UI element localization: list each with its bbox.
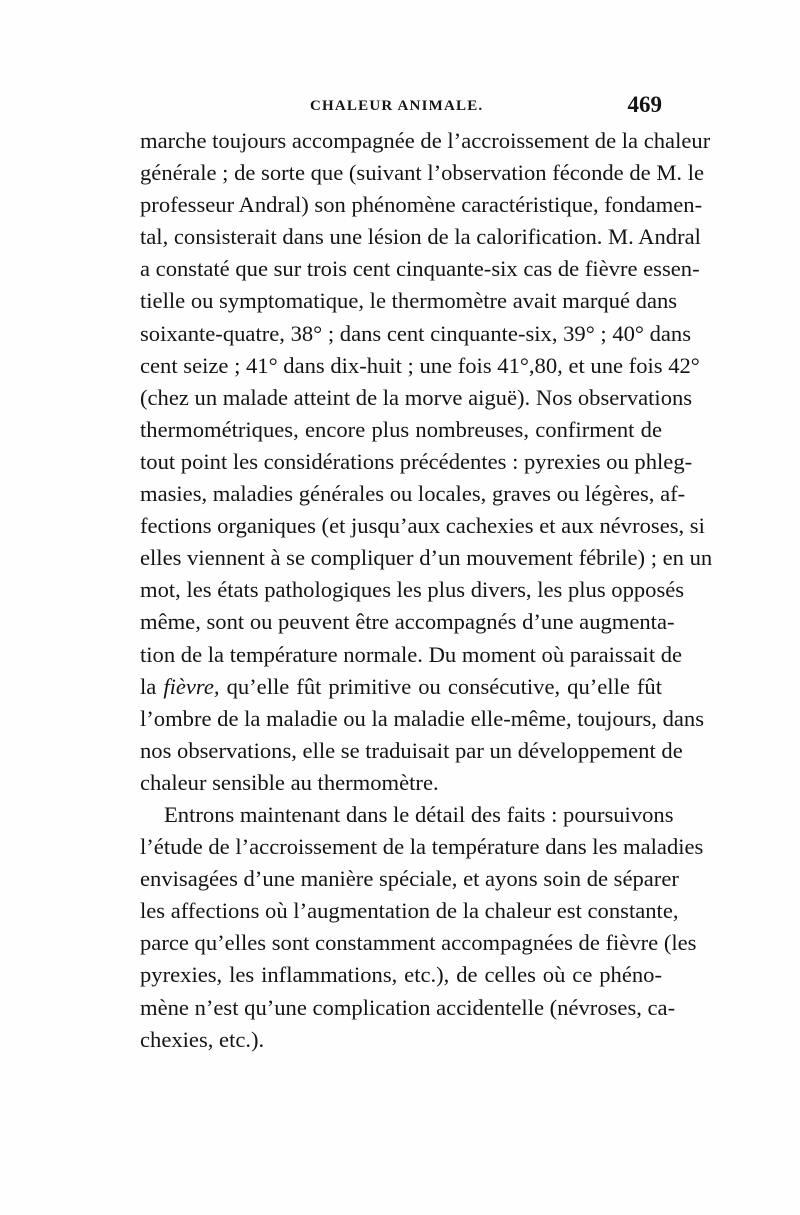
text-line: soixante-quatre, 38° ; dans cent cinquante-six, 39° ; 40° dans bbox=[140, 320, 692, 346]
text-line: Entrons maintenant dans le détail des faits : poursuivons bbox=[164, 801, 674, 827]
page-number: 469 bbox=[627, 92, 662, 117]
text-line: mot, les états pathologiques les plus divers, les plus opposés bbox=[140, 577, 685, 603]
text-line: masies, maladies générales ou locales, graves ou légères, af- bbox=[140, 481, 686, 507]
text-line: l’étude de l’accroissement de la température dans les maladies bbox=[140, 834, 704, 860]
text-line: thermométriques, encore plus nombreuses, confirment de bbox=[140, 416, 662, 442]
text-line: marche toujours accompagnée de l’accroissement de la chaleur bbox=[140, 128, 711, 153]
running-head bbox=[140, 92, 662, 122]
text-line: tal, consisterait dans une lésion de la calorification. M. Andral bbox=[140, 224, 701, 250]
text-line: envisagées d’une manière spéciale, et ayons soin de séparer bbox=[140, 866, 679, 892]
text-line: l’ombre de la maladie ou la maladie elle-même, toujours, dans bbox=[140, 705, 705, 731]
body-text bbox=[140, 125, 713, 1056]
text-fragment: qu’elle fût primitive ou consécutive, qu’elle fût bbox=[219, 673, 662, 699]
running-title: CHALEUR ANIMALE. bbox=[310, 98, 484, 114]
paragraph-1 bbox=[140, 125, 713, 799]
text-line: elles viennent à se compliquer d’un mouvement fébrile) ; en un bbox=[140, 545, 713, 571]
text-line: professeur Andral) son phénomène caractéristique, fondamen- bbox=[140, 192, 703, 218]
text-line: tion de la température normale. Du moment où paraissait de bbox=[140, 641, 683, 667]
text-line: tout point les considérations précédentes : pyrexies ou phleg- bbox=[140, 448, 693, 474]
text-line-last: chexies, etc.). bbox=[140, 1026, 265, 1052]
text-line: les affections où l’augmentation de la chaleur est constante, bbox=[140, 898, 679, 924]
text-line: cent seize ; 41° dans dix-huit ; une fois 41°,80, et une fois 42° bbox=[140, 352, 700, 378]
text-line: a constaté que sur trois cent cinquante-six cas de fièvre essen- bbox=[140, 256, 700, 282]
text-line-italic bbox=[140, 671, 662, 703]
text-line: parce qu’elles sont constamment accompagnées de fièvre (les bbox=[140, 930, 697, 956]
text-line: mène n’est qu’une complication accidentelle (névroses, ca- bbox=[140, 994, 676, 1020]
text-line: même, sont ou peuvent être accompagnés d’une augmenta- bbox=[140, 609, 675, 635]
text-line: nos observations, elle se traduisait par un développement de bbox=[140, 737, 683, 763]
text-line: fections organiques (et jusqu’aux cachexies et aux névroses, si bbox=[140, 513, 705, 539]
text-line: (chez un malade atteint de la morve aiguë). Nos observations bbox=[140, 384, 693, 410]
text-line-last: chaleur sensible au thermomètre. bbox=[140, 769, 439, 795]
text-line: générale ; de sorte que (suivant l’observation féconde de M. le bbox=[140, 160, 705, 186]
text-line: tielle ou symptomatique, le thermomètre avait marqué dans bbox=[140, 288, 678, 314]
paragraph-2 bbox=[140, 799, 704, 1056]
italic-word: fièvre, bbox=[163, 673, 220, 699]
text-line: pyrexies, les inflammations, etc.), de celles où ce phéno- bbox=[140, 962, 662, 988]
text-fragment: la bbox=[140, 673, 164, 699]
